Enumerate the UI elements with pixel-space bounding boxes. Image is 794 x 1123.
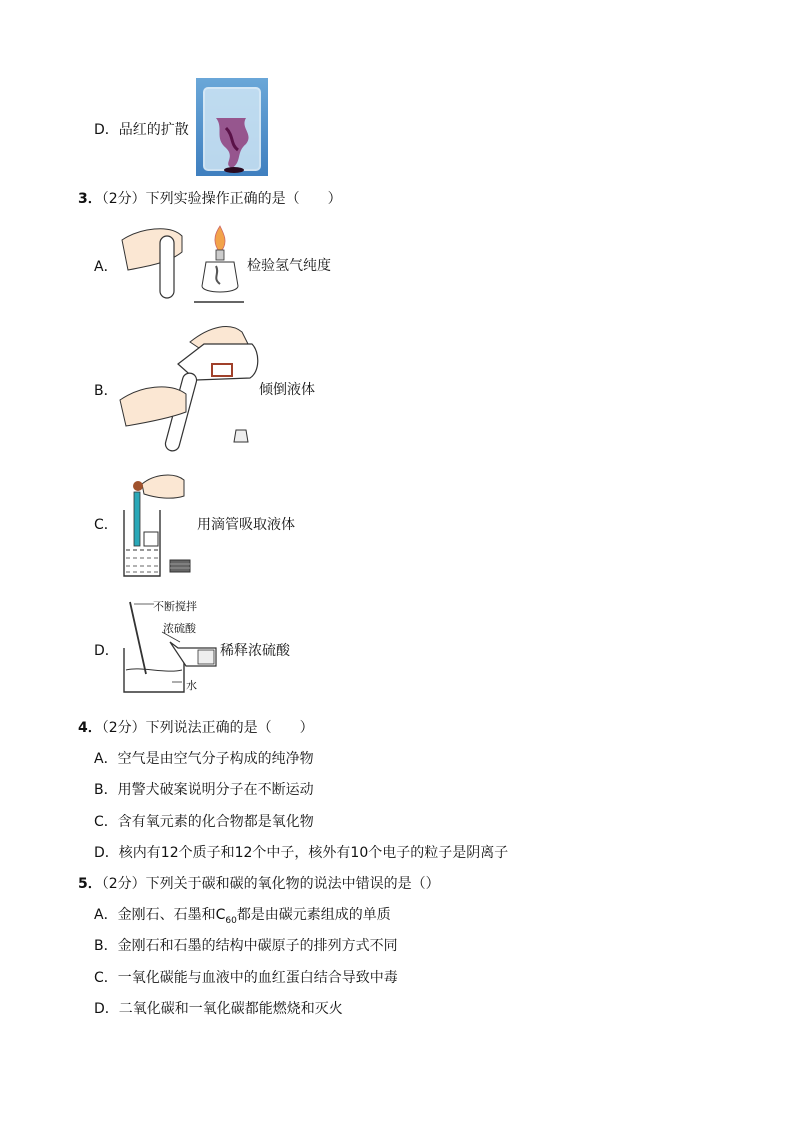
dropper-image: [120, 470, 195, 580]
option-text-after: 都是由碳元素组成的单质: [236, 907, 391, 923]
q5-option-d: [94, 998, 343, 1018]
water-label: 水: [186, 679, 197, 692]
test-hydrogen-purity-image: [120, 222, 245, 304]
q3-option-d-letter: D．: [94, 643, 119, 659]
question-score: （2分）: [101, 191, 146, 207]
option-text: 金刚石和石墨的结构中碳原子的排列方式不同: [117, 938, 398, 954]
question-number: 3．: [78, 191, 102, 207]
option-text: 一氧化碳能与血液中的血红蛋白结合导致中毒: [117, 970, 398, 986]
option-letter: D．: [94, 845, 119, 861]
beaker-diffusion-image: [196, 78, 268, 176]
q4-option-c: [94, 811, 314, 831]
q3-option-c-letter: C．: [94, 517, 118, 533]
q5-option-b: [94, 935, 398, 955]
option-letter: C．: [94, 814, 118, 830]
question-number: 4．: [78, 720, 102, 736]
q2-option-d: [94, 119, 189, 139]
question-stem: 下列说法正确的是（ ）: [145, 720, 314, 736]
option-text: 品红的扩散: [118, 122, 189, 138]
q3-option-a-caption: 检验氢气纯度: [247, 258, 331, 274]
q5-option-c: [94, 967, 398, 987]
option-letter: A．: [94, 907, 118, 923]
q4-option-a: [94, 748, 314, 768]
acid-label: 浓硫酸: [163, 622, 196, 635]
question-stem: 下列关于碳和碳的氧化物的说法中错误的是（）: [145, 876, 440, 892]
option-text-before: 金刚石、石墨和C: [117, 907, 226, 923]
q4-option-d: [94, 842, 508, 862]
option-letter: A．: [94, 751, 118, 767]
option-text: 二氧化碳和一氧化碳都能燃烧和灭火: [118, 1001, 343, 1017]
option-letter: B．: [94, 938, 118, 954]
q3-option-b-caption: 倾倒液体: [259, 382, 315, 398]
q5-heading: [78, 873, 440, 893]
q3-option-c-caption: 用滴管吸取液体: [197, 517, 295, 533]
q4-option-b: [94, 779, 314, 799]
subscript-60: 60: [225, 915, 237, 926]
option-text: 核内有12个质子和12个中子，核外有10个电子的粒子是阴离子: [118, 845, 509, 861]
pour-liquid-image: [120, 322, 260, 447]
stir-label: 不断搅拌: [153, 600, 197, 613]
q3-option-a-letter: A．: [94, 259, 118, 275]
option-text: 空气是由空气分子构成的纯净物: [117, 751, 314, 767]
option-letter: C．: [94, 970, 118, 986]
question-score: （2分）: [101, 876, 146, 892]
option-text: 含有氧元素的化合物都是氧化物: [117, 814, 314, 830]
q3-heading: [78, 188, 342, 208]
option-letter: B．: [94, 782, 118, 798]
q3-option-d-caption: 稀释浓硫酸: [220, 643, 290, 659]
question-score: （2分）: [101, 720, 146, 736]
q3-option-b-letter: B．: [94, 383, 118, 399]
option-letter: D．: [94, 1001, 119, 1017]
q4-heading: [78, 717, 314, 737]
q5-option-a: [94, 904, 391, 926]
question-number: 5．: [78, 876, 102, 892]
option-letter: D．: [94, 122, 119, 138]
question-stem: 下列实验操作正确的是（ ）: [145, 191, 342, 207]
option-text: 用警犬破案说明分子在不断运动: [117, 782, 314, 798]
